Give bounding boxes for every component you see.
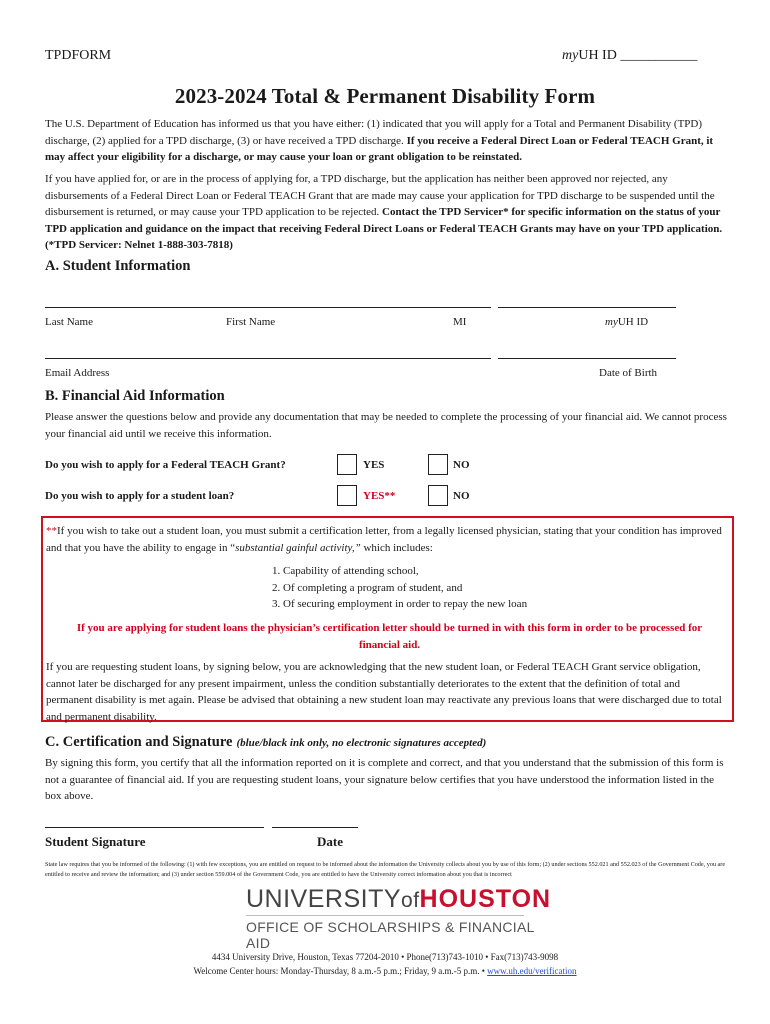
first-name-label: First Name xyxy=(226,316,276,328)
logo-office-name: OFFICE OF SCHOLARSHIPS & FINANCIAL AID xyxy=(246,919,535,951)
section-c-heading-row xyxy=(45,733,486,751)
verification-link[interactable]: www.uh.edu/verification xyxy=(487,966,577,976)
myuh-label-suffix: UH ID xyxy=(617,316,649,328)
section-b-heading: B. Financial Aid Information xyxy=(45,388,225,404)
myuh-id-label xyxy=(605,316,648,328)
section-c-heading: C. Certification and Signature xyxy=(45,734,233,750)
myuh-suffix: UH ID ___________ xyxy=(578,48,698,63)
notice-p1-after: which includes: xyxy=(360,541,433,554)
logo-university: UNIVERSITY xyxy=(246,885,402,913)
teach-grant-no-checkbox[interactable] xyxy=(428,454,448,475)
signature-label: Student Signature xyxy=(45,834,146,849)
myuh-id-header xyxy=(562,48,697,64)
notice-stars: ** xyxy=(46,525,57,537)
notice-p1-italic: substantial gainful activity,” xyxy=(235,541,361,554)
last-name-label: Last Name xyxy=(45,316,93,328)
intro-p2-bold: Contact the TPD Servicer* for specific information on the status of your TPD application and guidance on the impact that receiving Federal Direct Loans or Federal TEACH Grants may have on your TPD application. (*TPD Servicer: Nelnet 1-888-303-7818) xyxy=(45,206,723,251)
email-line[interactable] xyxy=(45,358,491,359)
intro-paragraph-1 xyxy=(45,116,733,166)
footer-hours-row xyxy=(0,966,770,976)
notice-list-item: 2. Of completing a program of student, and xyxy=(283,580,661,597)
dob-label: Date of Birth xyxy=(599,367,658,379)
intro-p1-text: The U.S. Department of Education has informed us that you have either: (1) indicated that you will apply for a Total and Permanent Disability (TPD) discharge, (2) applied for a TPD discharge, (3) or have received a TPD discharge. xyxy=(45,118,703,147)
notice-paragraph-1 xyxy=(46,523,726,556)
footer-hours: Welcome Center hours: Monday-Thursday, 8 a.m.-5 p.m.; Friday, 9 a.m.-5 p.m. • xyxy=(193,966,485,976)
notice-p1-before: If you wish to take out a student loan, you must submit a certification letter, from a legally licensed physician, stating that your condition has improved and that you have the ability to engage in “ xyxy=(46,525,722,554)
date-label: Date xyxy=(317,834,343,849)
teach-grant-yes-label: YES xyxy=(363,459,385,471)
student-loan-yes-checkbox[interactable] xyxy=(337,485,357,506)
uh-logo-wordmark xyxy=(246,885,552,914)
student-loan-notice-box xyxy=(41,516,734,722)
student-loan-no-label: NO xyxy=(453,490,470,502)
page-title: 2023-2024 Total & Permanent Disability Form xyxy=(174,84,596,108)
intro-p2-text: If you have applied for, or are in the process of applying for, a TPD discharge, but the application has neither been approved nor rejected, any disbursements of a Federal Direct Loan or Federal TEACH Grant that are made may cause your application for TPD discharge to be suspended until the disbursement is returned, or may cause your TPD application to be rejected. xyxy=(45,173,715,218)
email-label: Email Address xyxy=(45,367,110,379)
name-line[interactable] xyxy=(45,307,491,308)
myuh-label-prefix: my xyxy=(605,316,618,328)
dob-line[interactable] xyxy=(498,358,676,359)
notice-paragraph-3: If you are requesting student loans, by signing below, you are acknowledging that the new student loan, or Federal TEACH Grant service obligation, cannot later be discharged for any present impairment, unless the condition substantially deteriorates to the extent that the definition of total and permanent disability is met again. Please be advised that obtaining a new student loan may reactivate any previous loans that were discharged due to total and permanent disability. xyxy=(46,661,722,723)
student-loan-question: Do you wish to apply for a student loan? xyxy=(45,490,235,502)
logo-of: of xyxy=(401,889,420,912)
notice-list xyxy=(261,563,661,613)
section-c-note: (blue/black ink only, no electronic signatures accepted) xyxy=(236,737,487,749)
logo-divider xyxy=(246,915,524,916)
myuh-id-line[interactable] xyxy=(498,307,676,308)
intro-p1-bold: If you receive a Federal Direct Loan or Federal TEACH Grant, it may affect your eligibility for a discharge, or may cause your loan or grant obligation to be reinstated. xyxy=(45,134,714,163)
teach-grant-no-label: NO xyxy=(453,459,470,471)
notice-list-item: 3. Of securing employment in order to repay the new loan xyxy=(283,596,661,613)
form-code: TPDFORM xyxy=(45,48,112,63)
myuh-prefix: my xyxy=(562,48,579,63)
state-law-notice: State law requires that you be informed of the following: (1) with few exceptions, you are entitled on request to be informed about the information the University collects about you by use of this form; (2) under sections 552.021 and 552.023 of the Government Code, you are entitled to receive and review the information; and (3) under section 559.004 of the Government Code, you are entitled to have the University correct information about you that is incorrect xyxy=(45,861,726,878)
student-loan-no-checkbox[interactable] xyxy=(428,485,448,506)
teach-grant-question: Do you wish to apply for a Federal TEACH Grant? xyxy=(45,459,286,471)
section-a-heading: A. Student Information xyxy=(45,258,191,274)
signature-line[interactable] xyxy=(45,827,264,828)
notice-red-instruction: If you are applying for student loans the physician’s certification letter should be turned in with this form in order to be processed for financial aid. xyxy=(76,622,703,651)
uh-logo xyxy=(246,885,552,951)
student-loan-yes-label: YES** xyxy=(363,490,396,502)
mi-label: MI xyxy=(453,316,467,328)
certification-text: By signing this form, you certify that all the information reported on it is complete and correct, and that you understand that the submission of this form is not a guarantee of financial aid. If you are requesting student loans, your signature below certifies that you have understood the information listed in the box above. xyxy=(45,757,724,802)
logo-houston: HOUSTON xyxy=(419,885,552,913)
date-line[interactable] xyxy=(272,827,358,828)
section-b-intro: Please answer the questions below and provide any documentation that may be needed to complete the processing of your financial aid. We cannot process your financial aid until we receive this information. xyxy=(45,411,727,440)
intro-paragraph-2 xyxy=(45,171,733,254)
teach-grant-yes-checkbox[interactable] xyxy=(337,454,357,475)
notice-list-item: 1. Capability of attending school, xyxy=(283,563,661,580)
footer-address: 4434 University Drive, Houston, Texas 77204-2010 • Phone(713)743-1010 • Fax(713)743-9098 xyxy=(211,952,559,962)
